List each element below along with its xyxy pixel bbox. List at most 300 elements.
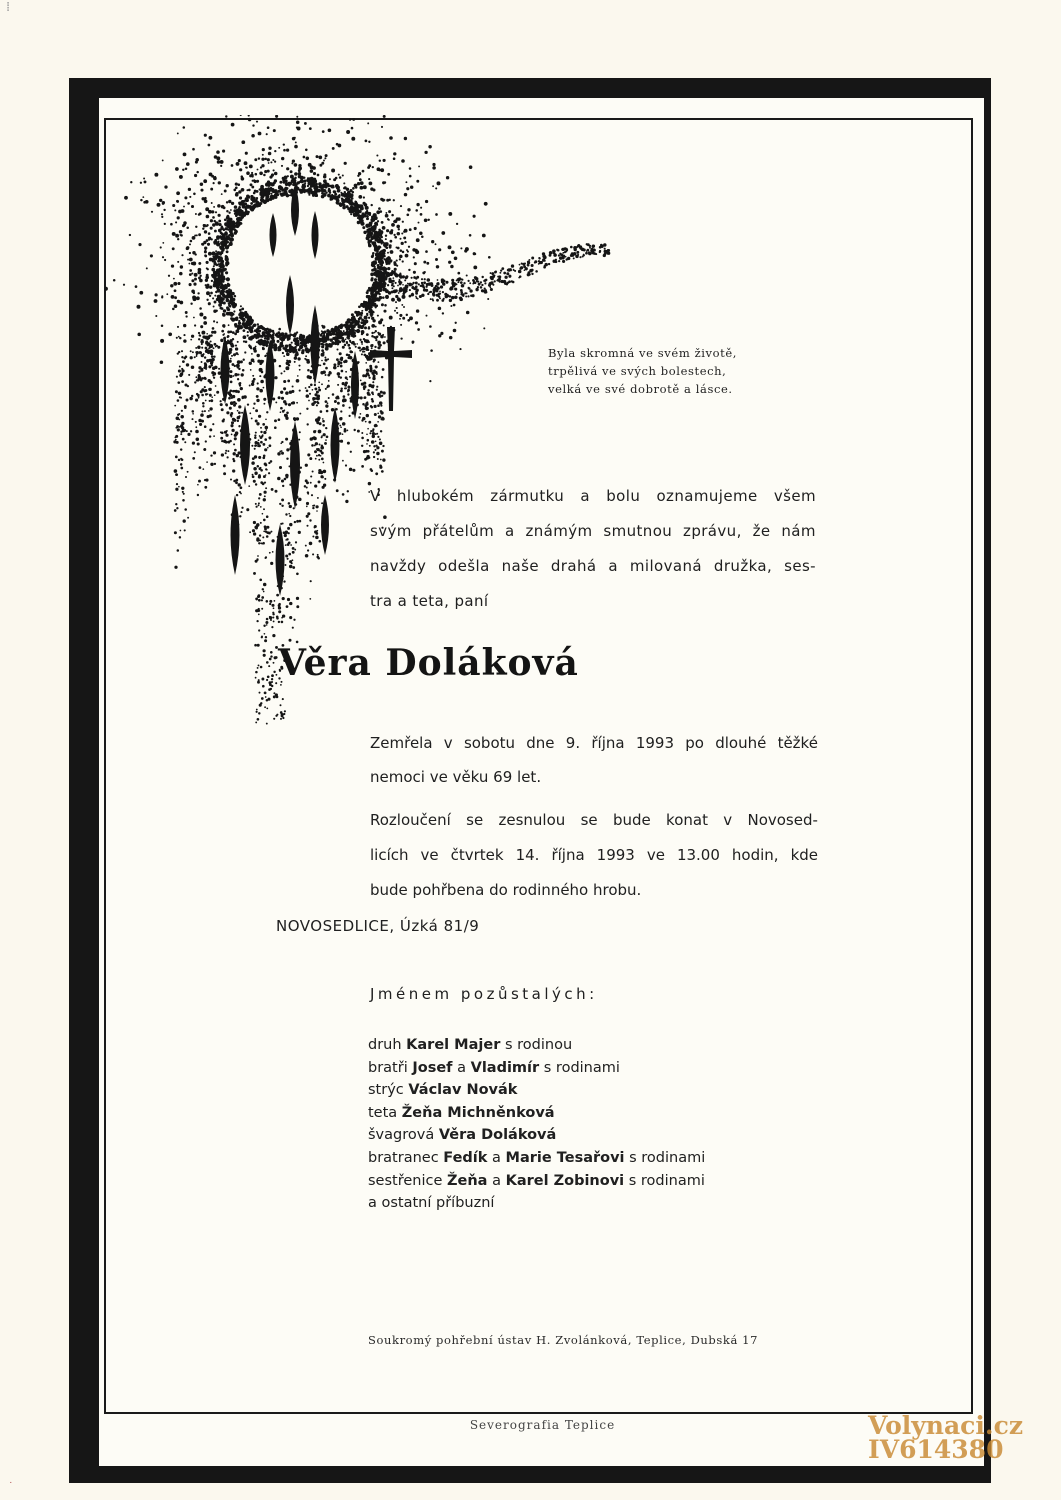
stipple-dot [211, 355, 214, 358]
stipple-dot [175, 439, 177, 441]
stipple-dot [223, 440, 226, 443]
stipple-dot [258, 497, 260, 499]
stipple-dot [255, 173, 258, 176]
stipple-dot [292, 159, 295, 162]
stipple-dot [320, 365, 322, 367]
stipple-dot [579, 256, 581, 258]
stipple-dot [363, 383, 365, 385]
stipple-dot [292, 401, 295, 404]
stipple-dot [445, 281, 448, 284]
stipple-dot [280, 407, 283, 410]
stipple-dot [369, 445, 371, 447]
stipple-dot [268, 329, 272, 333]
stipple-dot [203, 179, 207, 183]
stipple-dot [240, 387, 243, 390]
word: hodin, [731, 846, 779, 864]
stipple-dot [160, 339, 164, 343]
stipple-dot [238, 190, 241, 193]
stipple-dot [316, 155, 319, 158]
stipple-dot [282, 597, 285, 600]
stipple-dot [347, 394, 349, 396]
stipple-dot [244, 351, 246, 353]
stipple-dot [360, 303, 364, 307]
stipple-dot [377, 458, 379, 460]
mourner-name: Věra Doláková [438, 1127, 557, 1144]
stipple-dot [360, 186, 364, 190]
stipple-dot [299, 431, 301, 433]
stipple-dot [266, 526, 269, 529]
stipple-dot [227, 339, 229, 341]
stipple-dot [341, 370, 344, 373]
stipple-dot [275, 682, 277, 684]
stipple-dot [184, 383, 187, 386]
stipple-dot [208, 136, 212, 140]
stipple-dot [327, 385, 330, 388]
stipple-dot [177, 216, 180, 219]
stipple-dot [355, 346, 357, 348]
stipple-dot [207, 243, 210, 246]
stipple-dot [322, 130, 325, 133]
stipple-dot [306, 408, 308, 410]
stipple-dot [357, 175, 359, 177]
stipple-dot [364, 326, 367, 329]
stipple-dot [178, 336, 180, 338]
word: bolu [606, 487, 641, 505]
stipple-dot [321, 435, 323, 437]
stipple-dot [255, 503, 257, 505]
stipple-dot [534, 260, 537, 263]
stipple-dot [343, 195, 346, 198]
stipple-dot [477, 286, 479, 288]
stipple-dot [402, 251, 405, 254]
stipple-dot [415, 277, 417, 279]
stipple-dot [239, 515, 241, 517]
stipple-dot [316, 510, 318, 512]
stipple-dot [484, 202, 488, 206]
flame-shape [312, 211, 319, 259]
stipple-dot [334, 336, 338, 340]
stipple-dot [166, 293, 168, 295]
stipple-dot [184, 357, 187, 360]
stipple-dot [210, 334, 212, 336]
stipple-dot [424, 271, 426, 273]
stipple-dot [421, 235, 424, 238]
stipple-dot [312, 535, 314, 537]
stipple-dot [270, 619, 272, 621]
stipple-dot [256, 506, 258, 508]
stipple-dot [215, 221, 219, 225]
stipple-dot [490, 272, 492, 274]
stipple-dot [216, 156, 220, 160]
stipple-dot [190, 350, 192, 352]
stipple-dot [374, 278, 377, 281]
stipple-dot [482, 234, 486, 238]
stipple-dot [191, 279, 194, 282]
stipple-dot [198, 396, 200, 398]
stipple-dot [340, 417, 342, 419]
stipple-dot [273, 695, 276, 698]
stipple-dot [222, 234, 226, 238]
stipple-dot [253, 179, 255, 181]
stipple-dot [399, 279, 401, 281]
stipple-dot [262, 200, 265, 203]
stipple-dot [214, 463, 216, 465]
stipple-dot [402, 317, 405, 320]
stipple-dot [277, 477, 281, 481]
stipple-dot [189, 196, 191, 198]
stipple-dot [384, 282, 387, 285]
stipple-dot [431, 240, 434, 243]
stipple-dot [415, 282, 418, 285]
stipple-dot [204, 378, 206, 380]
stipple-dot [363, 338, 365, 340]
stipple-dot [210, 292, 213, 295]
stipple-dot [266, 535, 269, 538]
stipple-dot [368, 421, 371, 424]
stipple-dot [378, 266, 380, 268]
stipple-dot [223, 309, 226, 312]
stipple-dot [361, 315, 363, 317]
stipple-dot [259, 704, 262, 707]
stipple-dot [203, 224, 206, 227]
stipple-dot [261, 371, 264, 374]
stipple-dot [308, 376, 311, 379]
stipple-dot [352, 341, 355, 344]
stipple-dot [262, 154, 264, 156]
stipple-dot [312, 553, 314, 555]
stipple-dot [316, 530, 318, 532]
stipple-dot [209, 347, 211, 349]
stipple-dot [236, 494, 238, 496]
stipple-dot [335, 396, 338, 399]
stipple-dot [299, 390, 301, 392]
stipple-dot [204, 255, 207, 258]
stipple-dot [229, 349, 231, 351]
stipple-dot [168, 275, 170, 277]
word: že [752, 522, 771, 540]
stipple-dot [575, 255, 578, 258]
stipple-dot [264, 491, 267, 494]
stipple-dot [243, 329, 246, 332]
stipple-dot [286, 457, 288, 459]
stipple-dot [342, 422, 346, 426]
stipple-dot [343, 182, 345, 184]
stipple-dot [217, 237, 220, 240]
stipple-dot [307, 185, 309, 187]
stipple-dot [266, 411, 268, 413]
stipple-dot [285, 539, 287, 541]
stipple-dot [261, 158, 264, 161]
word: 13.00 [676, 846, 720, 864]
stipple-dot [399, 255, 403, 259]
stipple-dot [228, 324, 230, 326]
stipple-dot [296, 331, 298, 333]
stipple-dot [465, 296, 467, 298]
stipple-dot [312, 389, 314, 391]
stipple-dot [271, 674, 274, 677]
stipple-dot [283, 400, 286, 403]
stipple-dot [258, 679, 260, 681]
stipple-dot [215, 385, 217, 387]
stipple-dot [283, 339, 285, 341]
stipple-dot [310, 437, 313, 440]
stipple-dot [366, 313, 368, 315]
stipple-dot [352, 469, 355, 472]
stipple-dot [513, 269, 515, 271]
stipple-dot [196, 355, 198, 357]
stipple-dot [376, 433, 378, 435]
stipple-dot [241, 177, 245, 181]
stipple-dot [385, 272, 387, 274]
stipple-dot [350, 324, 353, 327]
stipple-dot [246, 205, 250, 209]
stipple-dot [354, 212, 356, 214]
stipple-dot [274, 376, 277, 379]
stipple-dot [287, 380, 290, 383]
stipple-dot [203, 353, 205, 355]
mourner-relation: bratři [368, 1059, 413, 1076]
stipple-dot [329, 371, 331, 373]
stipple-dot [211, 280, 213, 282]
stipple-dot [377, 436, 379, 438]
stipple-dot [255, 473, 257, 475]
stipple-dot [420, 207, 422, 209]
stipple-dot [177, 428, 180, 431]
stipple-dot [228, 200, 231, 203]
stipple-dot [285, 391, 289, 395]
stipple-dot [443, 280, 446, 283]
stipple-dot [260, 481, 263, 484]
stipple-dot [179, 234, 181, 236]
stipple-dot [298, 439, 300, 441]
stipple-dot [179, 374, 182, 377]
stipple-dot [178, 486, 180, 488]
stipple-dot [231, 434, 233, 436]
stipple-dot [247, 403, 249, 405]
stipple-dot [386, 263, 389, 266]
stipple-dot [222, 334, 224, 336]
stipple-dot [259, 578, 262, 581]
stipple-dot [325, 154, 328, 157]
stipple-dot [387, 291, 389, 293]
stipple-dot [210, 227, 213, 230]
stipple-dot [358, 220, 361, 223]
stipple-dot [381, 450, 384, 453]
stipple-dot [391, 298, 395, 302]
stipple-dot [469, 282, 471, 284]
stipple-dot [314, 444, 316, 446]
word: licích [370, 846, 409, 864]
stipple-dot [341, 340, 343, 342]
stipple-dot [231, 363, 234, 366]
stipple-dot [235, 347, 238, 350]
word: Novosed- [747, 811, 818, 829]
stipple-dot [363, 450, 366, 453]
stipple-dot [351, 197, 354, 200]
stipple-dot [315, 458, 317, 460]
stipple-dot [349, 376, 351, 378]
stipple-dot [573, 252, 577, 256]
stipple-dot [325, 439, 327, 441]
stipple-dot [512, 281, 515, 284]
word: 1993 [635, 734, 674, 752]
word: dne [526, 734, 555, 752]
stipple-dot [430, 298, 432, 300]
stipple-dot [234, 317, 237, 320]
stipple-dot [268, 193, 271, 196]
stipple-dot [307, 192, 309, 194]
stipple-dot [259, 534, 261, 536]
stipple-dot [365, 322, 367, 324]
stipple-dot [357, 347, 359, 349]
stipple-dot [230, 424, 233, 427]
stipple-dot [448, 245, 452, 249]
stipple-dot [230, 342, 234, 346]
stipple-dot [177, 326, 179, 328]
stipple-dot [403, 306, 405, 308]
stipple-dot [310, 383, 313, 386]
stipple-dot [142, 196, 144, 198]
stipple-dot [240, 305, 242, 307]
stipple-dot [198, 338, 200, 340]
stipple-dot [202, 335, 205, 338]
stipple-dot [228, 295, 231, 298]
stipple-dot [240, 360, 243, 363]
mourner-relation: a [487, 1149, 506, 1166]
stipple-dot [183, 429, 186, 432]
word: 9. [565, 734, 581, 752]
stipple-dot [266, 469, 268, 471]
stipple-dot [279, 466, 282, 469]
stipple-dot [498, 275, 501, 278]
stipple-dot [272, 159, 274, 161]
stipple-dot [342, 399, 345, 402]
stipple-dot [278, 610, 281, 613]
stipple-dot [403, 236, 406, 239]
stipple-dot [357, 311, 361, 315]
stipple-dot [387, 267, 390, 270]
stipple-dot [296, 121, 300, 125]
stipple-dot [418, 222, 420, 224]
mourner-relation: s rodinami [539, 1059, 620, 1076]
stipple-dot [355, 186, 358, 189]
word: naše [501, 557, 539, 575]
stipple-dot [183, 221, 187, 225]
stipple-dot [481, 289, 484, 292]
stipple-dot [348, 328, 351, 331]
stipple-dot [305, 545, 307, 547]
stipple-dot [378, 237, 381, 240]
mourner-relation: a [452, 1059, 471, 1076]
stipple-dot [287, 558, 289, 560]
stipple-dot [393, 152, 396, 155]
stipple-dot [401, 304, 403, 306]
stipple-dot [321, 444, 323, 446]
stipple-dot [381, 303, 384, 306]
stipple-dot [229, 440, 232, 443]
stipple-dot [228, 308, 231, 311]
stipple-dot [204, 386, 206, 388]
word: oznamujeme [656, 487, 758, 505]
stipple-dot [269, 552, 271, 554]
stipple-dot [448, 212, 452, 216]
stipple-dot [294, 419, 296, 421]
stipple-dot [256, 399, 259, 402]
stipple-dot [235, 183, 238, 186]
stipple-dot [291, 334, 293, 336]
stipple-dot [270, 562, 273, 565]
corner-mark: ˙ [8, 1480, 14, 1493]
stipple-dot [336, 331, 339, 334]
stipple-dot [124, 196, 128, 200]
stipple-dot [333, 190, 336, 193]
stipple-dot [266, 600, 269, 603]
stipple-dot [225, 255, 228, 258]
stipple-dot [319, 444, 321, 446]
stipple-dot [382, 253, 385, 256]
stipple-dot [438, 248, 441, 251]
stipple-dot [368, 178, 370, 180]
stipple-dot [454, 256, 458, 260]
stipple-dot [454, 288, 456, 290]
stipple-dot [336, 489, 339, 492]
stipple-dot [271, 685, 273, 687]
stipple-dot [206, 267, 208, 269]
stipple-dot [260, 522, 262, 524]
stipple-dot [241, 373, 244, 376]
word: října [591, 734, 625, 752]
stipple-dot [228, 353, 230, 355]
stipple-dot [451, 250, 455, 254]
stipple-dot [194, 234, 196, 236]
stipple-dot [259, 342, 263, 346]
stipple-dot [203, 241, 206, 244]
stipple-dot [269, 444, 272, 447]
stipple-dot [255, 677, 257, 679]
stipple-dot [379, 281, 382, 284]
stipple-dot [164, 223, 166, 225]
stipple-dot [485, 279, 488, 282]
stipple-dot [404, 279, 406, 281]
stipple-dot [209, 428, 212, 431]
stipple-dot [399, 318, 401, 320]
stipple-dot [190, 240, 193, 243]
stipple-dot [386, 229, 389, 232]
stipple-dot [352, 118, 355, 121]
stipple-dot [501, 280, 504, 283]
stipple-dot [365, 306, 368, 309]
stipple-dot [225, 115, 227, 117]
stipple-dot [440, 285, 443, 288]
stipple-dot [310, 475, 312, 477]
stipple-dot [330, 184, 334, 188]
stipple-dot [369, 230, 371, 232]
stipple-dot [243, 325, 247, 329]
stipple-dot [271, 681, 273, 683]
stipple-dot [365, 224, 369, 228]
stipple-dot [289, 523, 292, 526]
stipple-dot [429, 380, 431, 382]
stipple-dot [449, 336, 453, 340]
stipple-dot [409, 228, 412, 231]
stipple-dot [264, 639, 267, 642]
stipple-dot [214, 239, 217, 242]
stipple-dot [367, 236, 370, 239]
stipple-dot [306, 389, 309, 392]
stipple-dot [385, 234, 387, 236]
stipple-dot [603, 243, 606, 246]
stipple-dot [184, 405, 187, 408]
